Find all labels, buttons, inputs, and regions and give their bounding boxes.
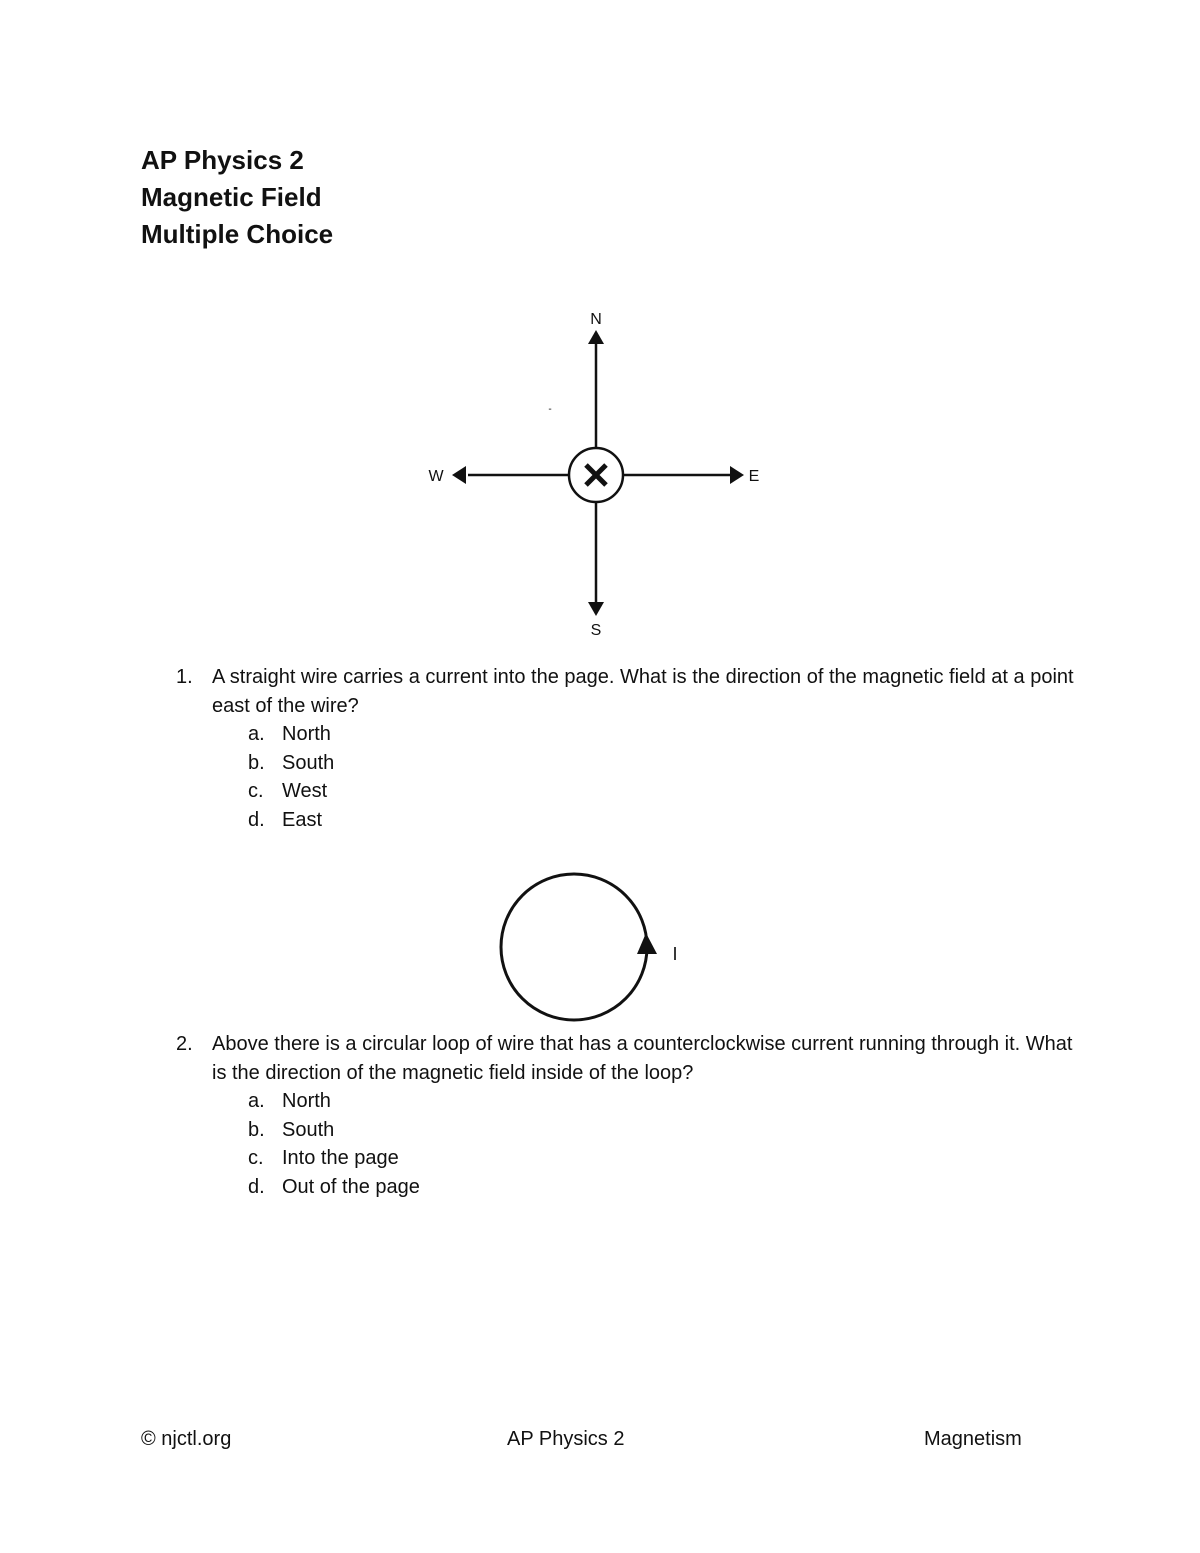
north-arrowhead <box>588 330 604 344</box>
option-text: Into the page <box>282 1147 399 1170</box>
question-number: 2. <box>176 1033 193 1055</box>
current-direction-arrowhead <box>637 933 657 954</box>
south-arrowhead <box>588 602 604 616</box>
question-2 <box>176 1030 1076 1202</box>
footer-right: Magnetism <box>924 1428 1022 1450</box>
option-text: East <box>282 808 323 831</box>
north-label: N <box>590 311 602 328</box>
option-text: North <box>282 723 331 746</box>
option-letter: c. <box>248 780 264 803</box>
south-label: S <box>590 622 602 639</box>
question-text: Above there is a circular loop of wire that has a counterclockwise current running through it. What is the direction of the magnetic field inside of the loop? <box>212 1033 1073 1084</box>
question-1-stem <box>176 663 1076 720</box>
loop-diagram <box>490 865 690 1030</box>
footer-center: AP Physics 2 <box>507 1428 625 1450</box>
compass-diagram <box>420 300 780 645</box>
option-letter: a. <box>248 723 265 746</box>
option-text: West <box>282 780 328 803</box>
option-text: South <box>282 1118 335 1141</box>
option-text: Out of the page <box>282 1175 420 1198</box>
stray-mark: - <box>548 404 552 415</box>
west-arrowhead <box>452 466 466 484</box>
option-letter: d. <box>248 808 265 831</box>
question-text: A straight wire carries a current into the page. What is the direction of the magnetic field at a point east of the wire? <box>212 666 1074 717</box>
east-label: E <box>748 468 760 485</box>
option-b[interactable] <box>176 1116 1076 1145</box>
document-heading <box>141 142 333 253</box>
option-b[interactable] <box>176 749 1076 778</box>
format-title: Multiple Choice <box>141 219 334 249</box>
option-letter: d. <box>248 1175 265 1198</box>
option-letter: a. <box>248 1090 265 1113</box>
option-text: South <box>282 751 335 774</box>
question-number: 1. <box>176 666 193 688</box>
question-1 <box>176 663 1076 835</box>
option-c[interactable] <box>176 777 1076 806</box>
option-letter: b. <box>248 751 265 774</box>
option-d[interactable] <box>176 1173 1076 1202</box>
option-a[interactable] <box>176 720 1076 749</box>
option-d[interactable] <box>176 806 1076 835</box>
option-c[interactable] <box>176 1144 1076 1173</box>
option-letter: c. <box>248 1147 264 1170</box>
option-text: North <box>282 1090 331 1113</box>
east-arrowhead <box>730 466 744 484</box>
question-2-stem <box>176 1030 1076 1087</box>
wire-loop <box>501 874 647 1020</box>
footer-left: © njctl.org <box>141 1428 232 1450</box>
current-label: I <box>672 944 678 964</box>
west-label: W <box>428 468 444 485</box>
course-title: AP Physics 2 <box>141 145 304 175</box>
option-letter: b. <box>248 1118 265 1141</box>
topic-title: Magnetic Field <box>141 182 322 212</box>
option-a[interactable] <box>176 1087 1076 1116</box>
